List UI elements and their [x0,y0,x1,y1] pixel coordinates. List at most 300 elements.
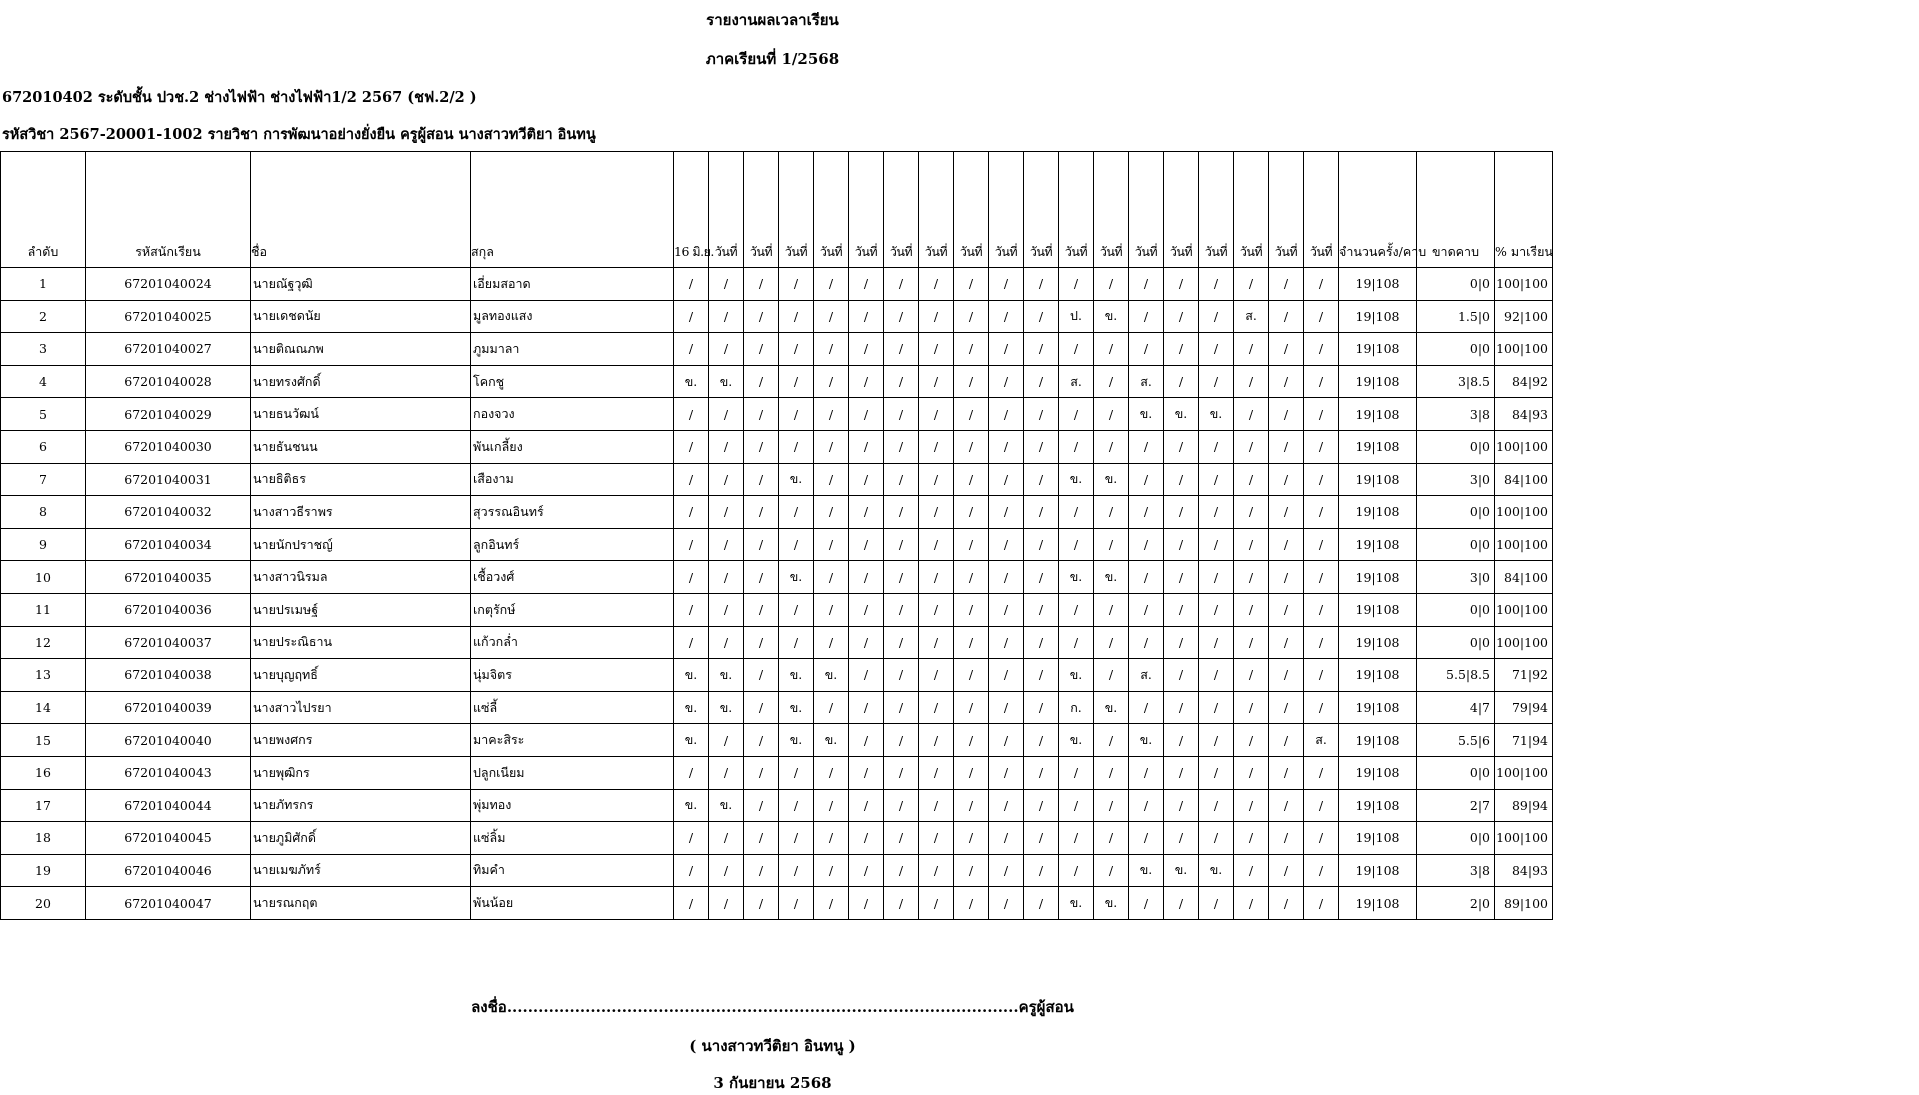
attendance-mark: / [849,659,884,692]
attendance-mark: / [1164,659,1199,692]
attendance-mark: / [884,398,919,431]
absent-value: 0|0 [1417,268,1495,301]
attendance-mark: / [1269,887,1304,920]
attendance-mark: / [779,268,814,301]
attendance-mark: ส. [1129,365,1164,398]
attendance-mark: / [1234,365,1269,398]
attendance-mark: / [849,365,884,398]
row-no: 11 [1,593,86,626]
col-first-name: ชื่อ [251,152,471,268]
attendance-mark: / [814,854,849,887]
attendance-mark: / [1234,398,1269,431]
col-date: 16 มิ.ย. [674,152,709,268]
student-id: 67201040040 [86,724,251,757]
attendance-mark: / [989,496,1024,529]
attendance-mark: / [1269,398,1304,431]
col-date: วันที่ [1164,152,1199,268]
attendance-mark: / [779,398,814,431]
attendance-mark: ส. [1129,659,1164,692]
attendance-mark: / [1304,887,1339,920]
attendance-mark: / [884,333,919,366]
attendance-mark: / [1304,496,1339,529]
attendance-mark: / [744,528,779,561]
attendance-mark: / [1269,593,1304,626]
percent-value: 89|100 [1495,887,1553,920]
attendance-mark: / [709,626,744,659]
attendance-mark: / [814,822,849,855]
attendance-mark: / [884,561,919,594]
attendance-mark: / [954,789,989,822]
attendance-mark: / [884,626,919,659]
percent-value: 100|100 [1495,593,1553,626]
attendance-mark: / [989,333,1024,366]
attendance-mark: / [779,593,814,626]
attendance-mark: / [1164,365,1199,398]
attendance-mark: / [779,887,814,920]
attendance-mark: / [1304,659,1339,692]
attendance-mark: / [1164,561,1199,594]
percent-value: 100|100 [1495,626,1553,659]
attendance-mark: ข. [814,724,849,757]
attendance-mark: / [744,398,779,431]
attendance-mark: / [1164,496,1199,529]
attendance-mark: / [884,724,919,757]
attendance-mark: / [1129,756,1164,789]
last-name: แซ่ลิ้ม [471,822,674,855]
count-value: 19|108 [1339,333,1417,366]
col-date: วันที่ [1059,152,1094,268]
attendance-mark: / [1094,528,1129,561]
attendance-mark: / [919,561,954,594]
attendance-mark: / [1234,822,1269,855]
attendance-mark: ข. [1164,398,1199,431]
report-date: 3 กันยายน 2568 [713,1074,832,1092]
attendance-mark: / [954,528,989,561]
attendance-mark: / [1094,822,1129,855]
student-id: 67201040046 [86,854,251,887]
attendance-mark: / [744,822,779,855]
col-date: วันที่ [1024,152,1059,268]
attendance-mark: / [779,756,814,789]
attendance-mark: / [744,626,779,659]
row-no: 6 [1,430,86,463]
attendance-mark: / [954,561,989,594]
table-row [1,789,1553,822]
first-name: นายติณณภพ [251,333,471,366]
attendance-mark: / [744,561,779,594]
count-value: 19|108 [1339,724,1417,757]
attendance-mark: / [709,463,744,496]
percent-value: 100|100 [1495,430,1553,463]
attendance-mark: ข. [674,659,709,692]
attendance-mark: / [1164,333,1199,366]
absent-value: 0|0 [1417,333,1495,366]
attendance-mark: / [1059,854,1094,887]
attendance-mark: / [849,268,884,301]
class-info: 672010402 ระดับชั้น ปวช.2 ช่างไฟฟ้า ช่างไฟฟ้า1/2 2567 (ชฟ.2/2 ) [2,89,477,106]
attendance-mark: / [1094,854,1129,887]
absent-value: 3|8 [1417,398,1495,431]
attendance-mark: / [1199,887,1234,920]
attendance-mark: / [814,268,849,301]
attendance-mark: / [1094,365,1129,398]
attendance-mark: / [1059,528,1094,561]
student-id: 67201040031 [86,463,251,496]
attendance-mark: / [989,756,1024,789]
count-value: 19|108 [1339,626,1417,659]
first-name: นายธิติธร [251,463,471,496]
attendance-mark: / [1304,430,1339,463]
attendance-mark: / [1234,496,1269,529]
attendance-mark: ข. [709,789,744,822]
attendance-mark: / [884,822,919,855]
last-name: พันเกลี้ยง [471,430,674,463]
attendance-mark: / [744,756,779,789]
table-row [1,822,1553,855]
attendance-mark: / [1234,333,1269,366]
first-name: นายพงศกร [251,724,471,757]
attendance-mark: / [1129,333,1164,366]
attendance-mark: ข. [674,789,709,822]
attendance-mark: / [1234,789,1269,822]
student-id: 67201040030 [86,430,251,463]
attendance-mark: / [989,822,1024,855]
col-student-id: รหัสนักเรียน [86,152,251,268]
student-id: 67201040037 [86,626,251,659]
attendance-mark: / [1059,789,1094,822]
attendance-mark: / [744,365,779,398]
attendance-mark: / [1269,561,1304,594]
attendance-mark: / [954,626,989,659]
attendance-mark: / [1199,528,1234,561]
attendance-mark: / [989,626,1024,659]
attendance-mark: / [989,398,1024,431]
absent-value: 3|0 [1417,463,1495,496]
attendance-mark: / [1199,496,1234,529]
attendance-mark: / [744,854,779,887]
col-date: วันที่ [814,152,849,268]
attendance-mark: / [989,724,1024,757]
col-absent: ขาดคาบ [1417,152,1495,268]
first-name: นายธนวัฒน์ [251,398,471,431]
attendance-mark: / [989,528,1024,561]
attendance-mark: / [954,854,989,887]
attendance-mark: / [674,463,709,496]
attendance-mark: / [709,756,744,789]
attendance-mark: / [744,430,779,463]
attendance-mark: / [1129,528,1164,561]
last-name: ทิมคำ [471,854,674,887]
attendance-mark: / [814,887,849,920]
last-name: เอี่ยมสอาด [471,268,674,301]
attendance-mark: / [1164,789,1199,822]
attendance-mark: / [849,593,884,626]
attendance-mark: / [1269,626,1304,659]
student-id: 67201040029 [86,398,251,431]
attendance-mark: / [1199,300,1234,333]
teacher-name: ( นางสาวทวีติยา อินทนู ) [689,1037,856,1055]
attendance-mark: / [744,268,779,301]
attendance-mark: ข. [1129,724,1164,757]
col-date: วันที่ [919,152,954,268]
row-no: 13 [1,659,86,692]
table-row [1,593,1553,626]
attendance-mark: / [1024,691,1059,724]
attendance-mark: / [1129,593,1164,626]
absent-value: 3|8.5 [1417,365,1495,398]
attendance-mark: / [1304,268,1339,301]
attendance-mark: / [954,398,989,431]
row-no: 10 [1,561,86,594]
attendance-mark: / [1024,822,1059,855]
count-value: 19|108 [1339,789,1417,822]
attendance-mark: / [1024,496,1059,529]
attendance-mark: / [709,528,744,561]
attendance-mark: / [744,300,779,333]
attendance-mark: / [954,268,989,301]
attendance-mark: / [884,789,919,822]
count-value: 19|108 [1339,365,1417,398]
attendance-mark: / [709,854,744,887]
attendance-mark: / [919,887,954,920]
attendance-mark: / [954,463,989,496]
student-id: 67201040039 [86,691,251,724]
attendance-mark: / [744,496,779,529]
row-no: 1 [1,268,86,301]
attendance-mark: / [1059,430,1094,463]
attendance-mark: / [1269,691,1304,724]
attendance-mark: / [1024,756,1059,789]
attendance-mark: / [1024,398,1059,431]
attendance-mark: / [989,268,1024,301]
attendance-mark: / [1234,430,1269,463]
last-name: พุ่มทอง [471,789,674,822]
attendance-mark: / [1234,854,1269,887]
attendance-mark: ข. [1094,887,1129,920]
attendance-mark: / [989,463,1024,496]
first-name: นายรณกฤต [251,887,471,920]
subject-info: รหัสวิชา 2567-20001-1002 รายวิชา การพัฒนาอย่างยั่งยืน ครูผู้สอน นางสาวทวีติยา อินทนู [2,126,596,143]
absent-value: 0|0 [1417,528,1495,561]
attendance-mark: / [884,496,919,529]
attendance-mark: / [1304,593,1339,626]
last-name: แก้วกล่ำ [471,626,674,659]
absent-value: 0|0 [1417,593,1495,626]
row-no: 20 [1,887,86,920]
attendance-mark: / [1164,300,1199,333]
attendance-mark: / [1024,659,1059,692]
attendance-mark: / [1304,398,1339,431]
attendance-mark: / [1269,659,1304,692]
first-name: นางสาวไปรยา [251,691,471,724]
attendance-mark: / [744,463,779,496]
attendance-mark: / [709,887,744,920]
attendance-mark: ข. [779,561,814,594]
attendance-mark: / [919,333,954,366]
attendance-mark: / [849,463,884,496]
attendance-mark: / [1199,430,1234,463]
student-id: 67201040025 [86,300,251,333]
attendance-mark: / [779,365,814,398]
attendance-mark: / [1094,398,1129,431]
attendance-mark: / [1234,691,1269,724]
table-row [1,300,1553,333]
attendance-mark: / [954,691,989,724]
attendance-mark: ข. [1059,887,1094,920]
attendance-mark: / [1059,398,1094,431]
col-date: วันที่ [884,152,919,268]
attendance-mark: / [954,333,989,366]
attendance-mark: / [1094,626,1129,659]
attendance-mark: / [849,887,884,920]
attendance-mark: ข. [709,659,744,692]
absent-value: 0|0 [1417,626,1495,659]
attendance-mark: / [1269,496,1304,529]
last-name: พันน้อย [471,887,674,920]
count-value: 19|108 [1339,300,1417,333]
last-name: เกตุรักษ์ [471,593,674,626]
table-row [1,365,1553,398]
attendance-mark: / [849,398,884,431]
attendance-mark: / [814,561,849,594]
student-id: 67201040024 [86,268,251,301]
attendance-mark: / [1269,854,1304,887]
row-no: 14 [1,691,86,724]
attendance-mark: / [1024,300,1059,333]
attendance-mark: / [919,659,954,692]
attendance-mark: / [849,333,884,366]
attendance-mark: / [919,300,954,333]
percent-value: 79|94 [1495,691,1553,724]
attendance-mark: / [989,691,1024,724]
student-id: 67201040035 [86,561,251,594]
attendance-mark: / [1199,691,1234,724]
col-date: วันที่ [744,152,779,268]
attendance-mark: ก. [1059,691,1094,724]
attendance-mark: / [1094,333,1129,366]
attendance-mark: / [779,430,814,463]
table-row [1,626,1553,659]
attendance-mark: / [919,691,954,724]
attendance-mark: / [674,300,709,333]
attendance-mark: / [1304,365,1339,398]
attendance-mark: / [919,626,954,659]
col-date: วันที่ [1234,152,1269,268]
absent-value: 3|0 [1417,561,1495,594]
attendance-mark: / [1269,430,1304,463]
row-no: 8 [1,496,86,529]
attendance-mark: ข. [1129,398,1164,431]
last-name: ภูมมาลา [471,333,674,366]
attendance-mark: / [744,659,779,692]
attendance-mark: / [1269,463,1304,496]
attendance-mark: / [814,430,849,463]
attendance-mark: / [1269,822,1304,855]
attendance-mark: ข. [1094,463,1129,496]
attendance-mark: / [849,561,884,594]
attendance-mark: / [849,822,884,855]
attendance-mark: / [919,724,954,757]
count-value: 19|108 [1339,496,1417,529]
attendance-mark: ข. [1199,398,1234,431]
col-date: วันที่ [1199,152,1234,268]
attendance-mark: / [989,430,1024,463]
attendance-mark: / [884,756,919,789]
absent-value: 5.5|6 [1417,724,1495,757]
attendance-mark: / [1304,626,1339,659]
student-id: 67201040027 [86,333,251,366]
attendance-mark: / [1269,268,1304,301]
attendance-mark: / [674,626,709,659]
attendance-mark: / [1199,333,1234,366]
attendance-mark: / [919,593,954,626]
attendance-mark: / [1269,300,1304,333]
attendance-mark: / [1129,887,1164,920]
attendance-mark: / [954,822,989,855]
attendance-mark: / [709,268,744,301]
last-name: แซ่ลี้ [471,691,674,724]
col-date: วันที่ [1094,152,1129,268]
attendance-mark: / [884,887,919,920]
attendance-mark: / [814,398,849,431]
attendance-mark: / [779,528,814,561]
semester-label: ภาคเรียนที่ 1/2568 [705,50,840,68]
attendance-mark: / [954,496,989,529]
attendance-mark: / [709,822,744,855]
report-title: รายงานผลเวลาเรียน [706,11,839,29]
col-date: วันที่ [1269,152,1304,268]
attendance-mark: / [954,659,989,692]
attendance-mark: / [919,398,954,431]
attendance-mark: / [779,333,814,366]
attendance-mark: / [1234,268,1269,301]
attendance-mark: / [709,300,744,333]
attendance-mark: / [1234,528,1269,561]
col-date: วันที่ [709,152,744,268]
table-row [1,561,1553,594]
attendance-mark: / [1129,789,1164,822]
attendance-mark: / [1164,756,1199,789]
last-name: ปลูกเนียม [471,756,674,789]
count-value: 19|108 [1339,398,1417,431]
attendance-mark: / [1129,561,1164,594]
attendance-mark: / [849,756,884,789]
attendance-mark: / [1129,430,1164,463]
attendance-mark: / [1164,430,1199,463]
attendance-mark: / [814,691,849,724]
attendance-mark: / [989,887,1024,920]
last-name: มูลทองแสง [471,300,674,333]
attendance-mark: / [1234,887,1269,920]
attendance-mark: ส. [1304,724,1339,757]
table-row [1,756,1553,789]
attendance-mark: / [989,789,1024,822]
table-row [1,659,1553,692]
attendance-mark: ข. [779,463,814,496]
attendance-mark: / [919,822,954,855]
attendance-mark: / [814,789,849,822]
percent-value: 89|94 [1495,789,1553,822]
absent-value: 1.5|0 [1417,300,1495,333]
first-name: นายทรงศักดิ์ [251,365,471,398]
attendance-mark: / [779,854,814,887]
last-name: สุวรรณอินทร์ [471,496,674,529]
count-value: 19|108 [1339,268,1417,301]
attendance-mark: / [1059,496,1094,529]
attendance-mark: / [674,430,709,463]
row-no: 17 [1,789,86,822]
first-name: นายเมฆภัทร์ [251,854,471,887]
